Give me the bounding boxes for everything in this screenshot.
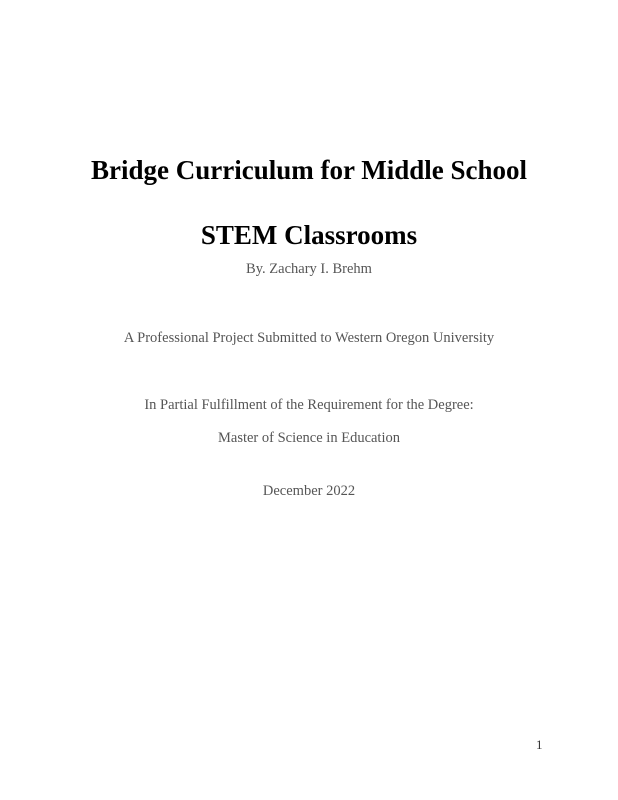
submission-statement: A Professional Project Submitted to Western Oregon University — [123, 330, 495, 346]
title-line-1: Bridge Curriculum for Middle School — [91, 155, 527, 185]
degree: Master of Science in Education — [218, 430, 400, 446]
fulfillment-statement: In Partial Fulfillment of the Requirement for the Degree: — [144, 397, 474, 413]
date: December 2022 — [262, 483, 356, 499]
title-line-2: STEM Classrooms — [200, 220, 418, 250]
author: By. Zachary I. Brehm — [246, 261, 372, 277]
page-number: 1 — [536, 737, 543, 752]
